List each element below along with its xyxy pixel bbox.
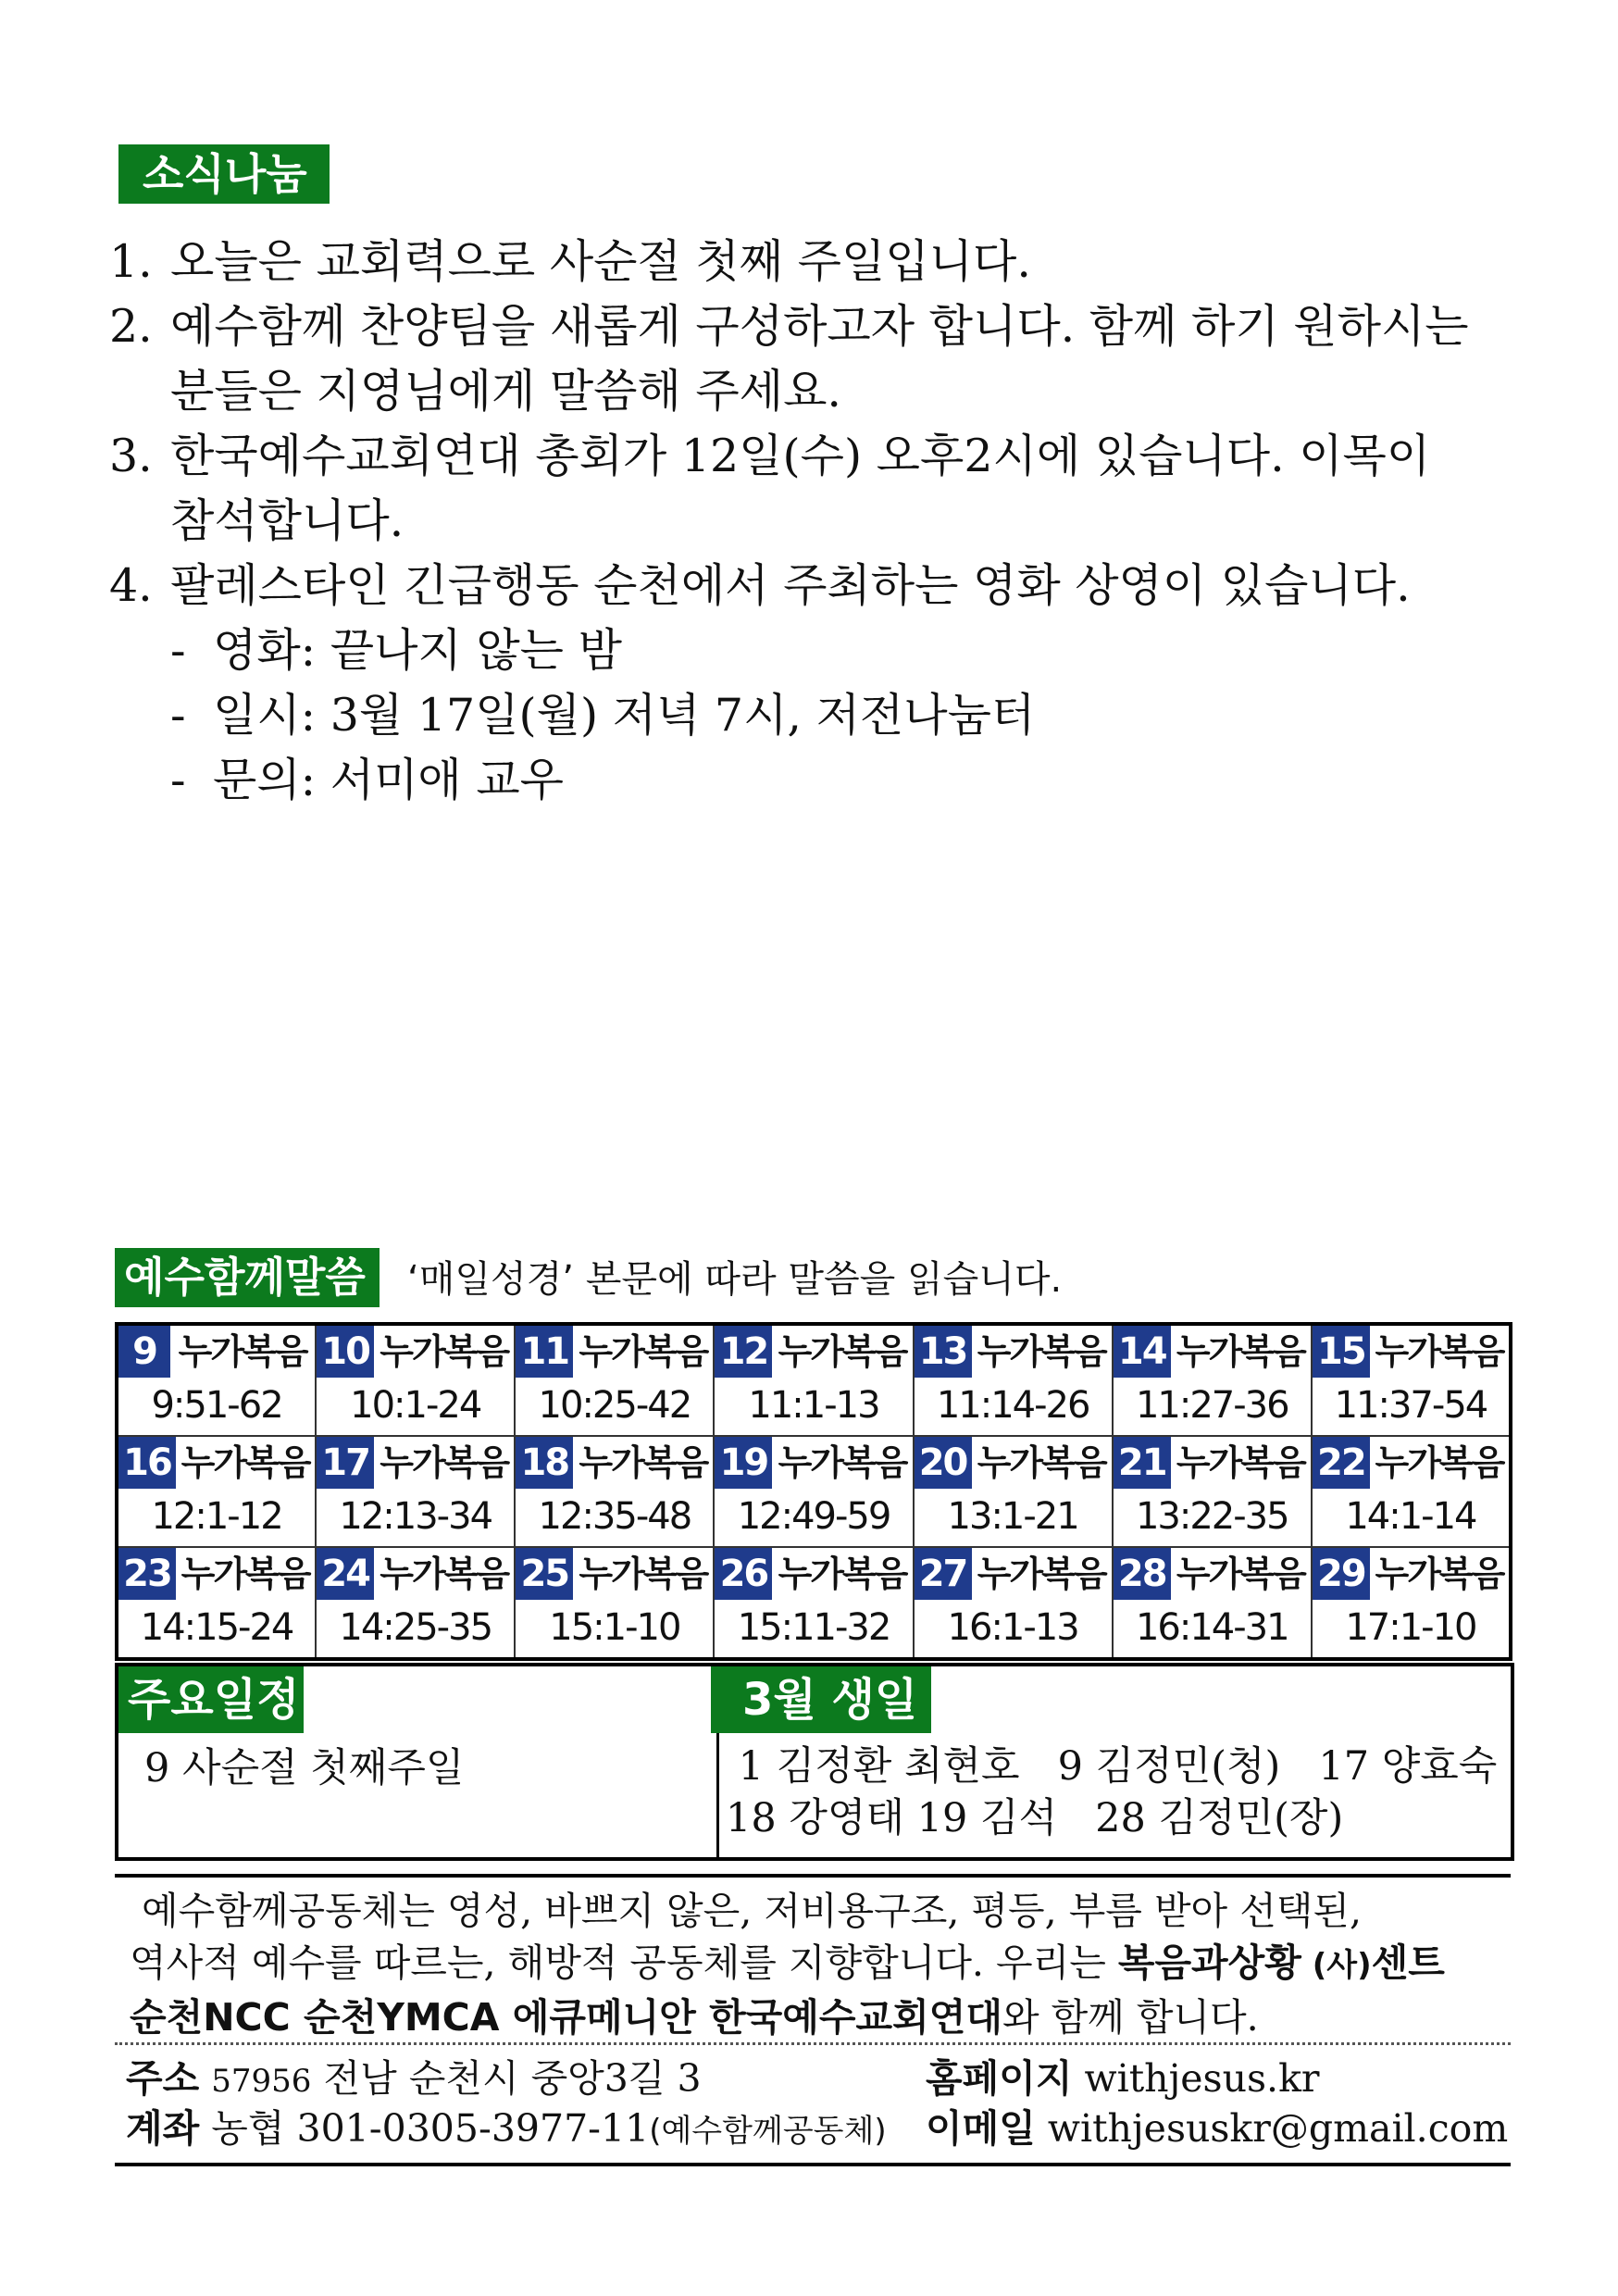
footer-address-row: 주소 57956 전남 순천시 중앙3길 3 — [126, 2056, 702, 2101]
reading-book: 누가복음 — [1176, 1554, 1305, 1594]
reading-day: 14 — [1114, 1326, 1171, 1378]
reading-verse: 15:11-32 — [737, 1606, 890, 1649]
news-item-3: 3. 한국예수교회연대 총회가 12일(수) 오후2시에 있습니다. 이목이 참석합니다. — [109, 430, 1431, 547]
news-item-4: 4. 팔레스타인 긴급행동 순천에서 주최하는 영화 상영이 있습니다. - 영화: 끝나지 않는 밤 - 일시: 3월 17일(월) 저녁 7시, 저전나눔터 - 문의: 서미애 교우 — [109, 559, 1411, 806]
reading-day: 26 — [715, 1548, 772, 1600]
dotted-divider — [115, 2042, 1511, 2045]
reading-day: 23 — [118, 1548, 176, 1600]
birthday-list — [726, 1741, 1503, 1844]
reading-book: 누가복음 — [579, 1554, 708, 1594]
bible-intro: ‘매일성경’ 본문에 따라 말씀을 읽습니다. — [407, 1258, 1063, 1301]
mission-line: 역사적 예수를 따르는, 해방적 공동체를 지향합니다. 우리는 복음과상황 (사)센트 — [130, 1940, 1445, 1985]
news-section-title: 소식나눔 — [118, 144, 330, 204]
reading-day: 27 — [915, 1548, 972, 1600]
reading-cell — [1113, 1547, 1312, 1659]
news-subitem: - 일시: 3월 17일(월) 저녁 7시, 저전나눔터 — [170, 689, 1036, 742]
reading-verse: 16:1-13 — [947, 1606, 1078, 1649]
reading-book: 누가복음 — [579, 1442, 708, 1483]
reading-book: 누가복음 — [1176, 1331, 1305, 1372]
reading-cell — [914, 1324, 1113, 1436]
reading-day: 21 — [1114, 1437, 1171, 1489]
reading-verse: 14:1-14 — [1345, 1495, 1476, 1538]
reading-verse: 10:1-24 — [350, 1384, 481, 1427]
news-subitem: - 영화: 끝나지 않는 밤 — [170, 624, 622, 677]
reading-cell — [515, 1547, 714, 1659]
birthday-line: 1 김정환 최현호 9 김정민(청) 17 양효숙 — [726, 1743, 1498, 1790]
reading-verse: 12:49-59 — [737, 1495, 890, 1538]
reading-cell — [515, 1324, 714, 1436]
news-line: 오늘은 교회력으로 사순절 첫째 주일입니다. — [170, 235, 1031, 288]
mission-statement — [130, 1885, 1509, 2043]
reading-book: 누가복음 — [1375, 1331, 1504, 1372]
reading-day: 11 — [516, 1326, 573, 1378]
reading-book: 누가복음 — [977, 1331, 1106, 1372]
bible-section-title: 예수함께말씀 — [115, 1248, 380, 1307]
reading-book: 누가복음 — [380, 1442, 509, 1483]
reading-verse: 16:14-31 — [1135, 1606, 1288, 1649]
reading-verse: 11:1-13 — [748, 1384, 879, 1427]
reading-cell — [914, 1436, 1113, 1547]
reading-verse: 17:1-10 — [1345, 1606, 1476, 1649]
reading-verse: 13:1-21 — [947, 1495, 1078, 1538]
events-text: 9 사순절 첫째주일 — [144, 1745, 465, 1791]
reading-day: 19 — [715, 1437, 772, 1489]
bible-reading-table — [115, 1322, 1512, 1661]
reading-day: 9 — [118, 1326, 170, 1378]
reading-row — [117, 1436, 1511, 1547]
reading-verse: 9:51-62 — [151, 1384, 282, 1427]
reading-book: 누가복음 — [778, 1554, 907, 1594]
reading-verse: 13:22-35 — [1135, 1495, 1288, 1538]
reading-verse: 12:13-34 — [339, 1495, 492, 1538]
reading-book: 누가복음 — [579, 1331, 708, 1372]
reading-book: 누가복음 — [977, 1442, 1106, 1483]
reading-verse: 15:1-10 — [549, 1606, 680, 1649]
reading-verse: 14:15-24 — [140, 1606, 293, 1649]
reading-book: 누가복음 — [1375, 1554, 1504, 1594]
reading-cell — [117, 1436, 316, 1547]
reading-cell — [1312, 1436, 1511, 1547]
homepage-link[interactable]: withjesus.kr — [1084, 2056, 1320, 2101]
reading-cell — [714, 1436, 913, 1547]
reading-cell — [316, 1436, 515, 1547]
reading-verse: 14:25-35 — [339, 1606, 492, 1649]
reading-cell — [1113, 1324, 1312, 1436]
reading-day: 13 — [915, 1326, 972, 1378]
news-line: 참석합니다. — [170, 494, 404, 547]
reading-cell — [316, 1547, 515, 1659]
reading-row — [117, 1547, 1511, 1659]
reading-book: 누가복음 — [1375, 1442, 1504, 1483]
reading-cell — [1312, 1324, 1511, 1436]
reading-book: 누가복음 — [1176, 1442, 1305, 1483]
footer-account-row: 계좌 농협 301-0305-3977-11(예수함께공동체) — [126, 2106, 887, 2151]
email-link[interactable]: withjesuskr@gmail.com — [1047, 2106, 1509, 2151]
reading-verse: 11:27-36 — [1135, 1384, 1288, 1427]
events-title: 주요일정 — [118, 1666, 304, 1733]
reading-day: 10 — [317, 1326, 374, 1378]
reading-book: 누가복음 — [180, 1442, 310, 1483]
reading-day: 17 — [317, 1437, 374, 1489]
footer-email-row: 이메일 withjesuskr@gmail.com — [926, 2106, 1509, 2151]
news-line: 분들은 지영님에게 말씀해 주세요. — [170, 365, 841, 418]
reading-row — [117, 1324, 1511, 1436]
reading-day: 28 — [1114, 1548, 1171, 1600]
reading-day: 29 — [1313, 1548, 1370, 1600]
birthday-line: 18 강영태 19 김석 28 김정민(장) — [726, 1795, 1344, 1841]
reading-cell — [316, 1324, 515, 1436]
reading-cell — [117, 1547, 316, 1659]
news-line: 팔레스타인 긴급행동 순천에서 주최하는 영화 상영이 있습니다. — [170, 559, 1411, 612]
mission-line: 순천NCC 순천YMCA 에큐메니안 한국예수교회연대와 함께 합니다. — [130, 1995, 1259, 2040]
reading-verse: 10:25-42 — [538, 1384, 691, 1427]
reading-book: 누가복음 — [380, 1554, 509, 1594]
divider-top — [115, 1874, 1511, 1878]
reading-cell — [515, 1436, 714, 1547]
news-item-1: 1. 오늘은 교회력으로 사순절 첫째 주일입니다. — [109, 235, 1031, 288]
news-line: 예수함께 찬양팀을 새롭게 구성하고자 합니다. 함께 하기 원하시는 — [170, 300, 1469, 353]
reading-book: 누가복음 — [778, 1331, 907, 1372]
reading-book: 누가복음 — [178, 1331, 307, 1372]
reading-day: 16 — [118, 1437, 176, 1489]
reading-cell — [117, 1324, 316, 1436]
news-line: 한국예수교회연대 총회가 12일(수) 오후2시에 있습니다. 이목이 — [170, 430, 1431, 482]
news-subitem: - 문의: 서미애 교우 — [170, 754, 564, 806]
reading-cell — [714, 1547, 913, 1659]
birthday-title: 3월 생일 — [711, 1666, 931, 1733]
reading-cell — [1113, 1436, 1312, 1547]
reading-day: 12 — [715, 1326, 772, 1378]
reading-day: 18 — [516, 1437, 573, 1489]
reading-verse: 12:35-48 — [538, 1495, 691, 1538]
news-item-2: 2. 예수함께 찬양팀을 새롭게 구성하고자 합니다. 함께 하기 원하시는 분들은 지영님에게 말씀해 주세요. — [109, 300, 1469, 418]
reading-day: 24 — [317, 1548, 374, 1600]
reading-verse: 11:14-26 — [936, 1384, 1089, 1427]
mission-line: 예수함께공동체는 영성, 바쁘지 않은, 저비용구조, 평등, 부름 받아 선택된, — [142, 1889, 1363, 1933]
footer-homepage-row: 홈페이지 withjesus.kr — [926, 2056, 1320, 2101]
news-list — [109, 230, 1498, 813]
reading-day: 15 — [1313, 1326, 1370, 1378]
reading-day: 20 — [915, 1437, 972, 1489]
reading-book: 누가복음 — [180, 1554, 310, 1594]
reading-verse: 12:1-12 — [151, 1495, 282, 1538]
reading-book: 누가복음 — [778, 1442, 907, 1483]
reading-book: 누가복음 — [380, 1331, 509, 1372]
reading-day: 22 — [1313, 1437, 1370, 1489]
reading-cell — [714, 1324, 913, 1436]
reading-cell — [914, 1547, 1113, 1659]
reading-cell — [1312, 1547, 1511, 1659]
reading-day: 25 — [516, 1548, 573, 1600]
reading-verse: 11:37-54 — [1334, 1384, 1487, 1427]
divider-bottom — [115, 2163, 1511, 2166]
reading-book: 누가복음 — [977, 1554, 1106, 1594]
